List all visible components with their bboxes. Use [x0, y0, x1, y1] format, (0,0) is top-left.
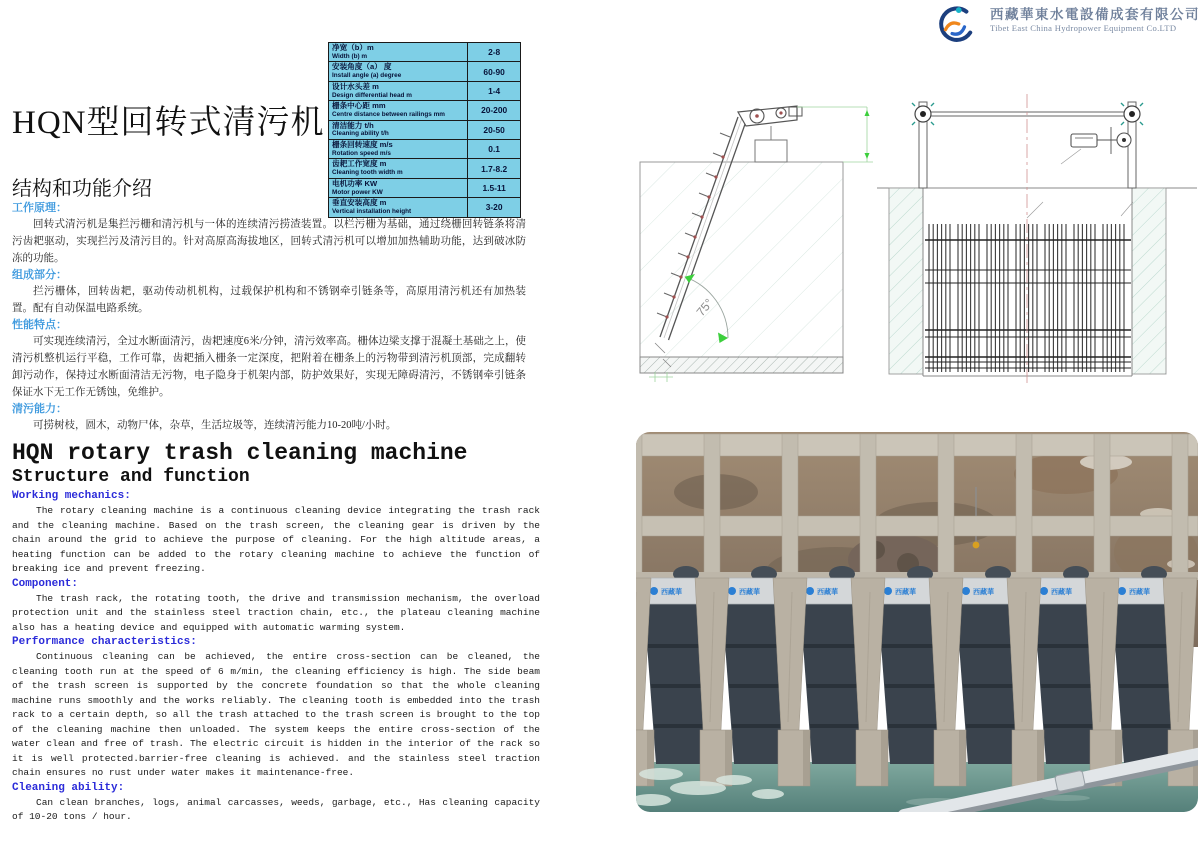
- spec-row: [329, 101, 521, 120]
- spec-value: 0.1: [468, 139, 521, 158]
- crane-hook: [973, 542, 980, 549]
- installation-photo: [636, 432, 1198, 812]
- section-heading-cn: 工作原理：: [12, 202, 67, 214]
- company-header: [933, 3, 1200, 49]
- spec-label-en: Cleaning tooth width m: [332, 169, 403, 177]
- spec-label-en: Centre distance between railings mm: [332, 110, 445, 118]
- spec-row: [329, 139, 521, 158]
- photo-scene: [636, 432, 1198, 812]
- company-name-cn: 西藏華東水電設備成套有限公司: [990, 7, 1200, 22]
- section-heading-en: Cleaning ability:: [12, 781, 125, 794]
- angle-label: 75°: [693, 296, 716, 319]
- spec-label-cn: 设计水头差 m: [332, 81, 379, 91]
- spec-value: 60-90: [468, 62, 521, 81]
- machine-brand-label: 西藏華: [739, 589, 760, 596]
- section-body-cn: 可实现连续清污，全过水断面清污，齿耙速度6米/分钟，清污效率高。栅体边梁支撑于混凝土基础之上，使清污机整机运行平稳，工作可靠，齿耙插入栅条一定深度，把附着在栅条上的污物带到清污机顶部，完成翻转卸污动作，保持过水断面清洁无污物，电子隐身于机架内部，防护效果好，实现无障碍清污，不锈钢牵引链条保证水下无工作无锈蚀，免维护。: [12, 336, 526, 398]
- spec-label-cn: 垂直安装高度 m: [332, 198, 387, 208]
- spec-value: 2-8: [468, 43, 521, 62]
- section-body-cn: 拦污栅体，回转齿耙，驱动传动机机构，过载保护机构和不锈钢牵引链条等，高原用清污机还有加热装置。配有自动保温电路系统。: [12, 286, 526, 314]
- machine-brand-label: 西藏華: [661, 589, 682, 596]
- leader-lines: [1027, 202, 1133, 218]
- concrete-wall: [640, 140, 843, 373]
- section-heading-en: Working mechanics:: [12, 490, 131, 502]
- rack-cross-members: [925, 240, 1131, 368]
- machine-brand-label: 西藏華: [895, 589, 916, 596]
- side-view-drawing: [605, 85, 900, 385]
- section-body-cn: 回转式清污机是集拦污栅和清污机与一体的连续清污捞渣装置。以栏污栅为基础，通过绕栅回转链条将清污齿耙驱动，实现拦污及清污目的。针对高原高海拔地区，回转式清污机可以增加加热辅助功能，达到破冰防冻的功能。: [12, 219, 526, 264]
- front-view-drawing: [875, 88, 1200, 388]
- spec-row: [329, 62, 521, 81]
- spec-label-cn: 清洁能力 t/h: [332, 120, 374, 130]
- frame-and-shaft: [919, 102, 1136, 188]
- spec-row: [329, 159, 521, 178]
- section-body-en: Continuous cleaning can be achieved, the entire cross-section can be cleaned, the cleaning tooth run at the speed of 6 m/min, the cleaning efficiency is high. The side beam of the trash screen is supported by the concrete foundation so that the whole cleaning machine runs smoothly and the works reliably. The cleaning tooth is embedded into the trash rack to a certain depth, so all the trash attached to the trash screen is brought to the top of the cleaning machine then unloaded. The system keeps the entire cross-section of the water clean and free of trash. The electric circuit is hidden in the interior of the rack so it is well protected.barrier-free cleaning is achieved. and the stainless steel traction chain ensures no rust under water makes it maintenance-free.: [12, 651, 540, 778]
- section-body-en: Can clean branches, logs, animal carcasses, weeds, garbage, etc., Has cleaning capacity of 10-20 tons / hour.: [12, 796, 540, 822]
- machine-brand-label: 西藏華: [1129, 589, 1150, 596]
- trash-rack-bars: [929, 224, 1124, 372]
- spec-row: [329, 81, 521, 100]
- spec-label-cn: 齿耙工作宽度 m: [332, 159, 387, 169]
- page-subtitle-en: Structure and function: [12, 467, 250, 487]
- spec-value: 20-50: [468, 120, 521, 139]
- machine-brand-label: 西藏華: [817, 589, 838, 596]
- section-heading-en: Performance characteristics:: [12, 636, 197, 648]
- spec-label-en: Cleaning ability t/h: [332, 130, 389, 138]
- motor: [1061, 127, 1131, 164]
- spec-label-en: Vertical installation height: [332, 207, 412, 215]
- section-heading-cn: 性能特点：: [12, 319, 67, 331]
- page-subtitle-cn: 结构和功能介绍: [12, 178, 152, 200]
- cn-sections: [12, 200, 526, 434]
- section-body-en: The trash rack, the rotating tooth, the drive and transmission mechanism, the overload protection unit and the stainless steel traction chain, etc., the plateau cleaning machine also has a heating device and equipped with automatic warming system.: [12, 592, 540, 633]
- spec-label-en: Rotation speed m/s: [332, 149, 391, 157]
- spec-label-en: Width (b) m: [332, 52, 368, 60]
- spec-table: [328, 42, 521, 218]
- spec-label-en: Motor power KW: [332, 188, 383, 196]
- section-heading-cn: 组成部分：: [12, 269, 67, 281]
- spec-label-en: Design differential head m: [332, 91, 412, 99]
- page-title-en: HQN rotary trash cleaning machine: [12, 440, 468, 466]
- section-heading-en: Component:: [12, 577, 79, 590]
- section-heading-cn: 清污能力：: [12, 403, 67, 415]
- spec-row: [329, 43, 521, 62]
- spec-value: 3-20: [468, 198, 521, 217]
- spec-row: [329, 178, 521, 197]
- spec-value: 1-4: [468, 81, 521, 100]
- section-body-cn: 可捞树枝，圆木，动物尸体，杂草，生活垃圾等，连续清污能力10-20吨/小时。: [33, 420, 397, 431]
- spec-label-cn: 电机功率 KW: [332, 178, 378, 188]
- spec-value: 1.5-11: [468, 178, 521, 197]
- machine-brand-label: 西藏華: [973, 589, 994, 596]
- spec-label-cn: 安装角度（a） 度: [332, 62, 392, 72]
- section-body-en: The rotary cleaning machine is a continuous cleaning device integrating the trash rack and the cleaning machine. Based on the trash screen, the cleaning gear is driven by the chain around the grid to achieve the purpose of cleaning. For the high altitude areas, a heating function can be added to the rotary cleaning machine to achieve the function of breaking ice and prevent freezing.: [12, 505, 540, 574]
- spec-label-cn: 栅条中心距 mm: [332, 101, 386, 111]
- page-title-cn: HQN型回转式清污机: [12, 105, 325, 141]
- spec-label-cn: 栅条回转速度 m/s: [332, 139, 393, 149]
- spec-row: [329, 120, 521, 139]
- spec-label-en: Install angle (a) degree: [332, 72, 402, 80]
- sprockets: [912, 103, 1143, 125]
- spec-value: 20-200: [468, 101, 521, 120]
- en-sections: [12, 440, 540, 825]
- spec-value: 1.7-8.2: [468, 159, 521, 178]
- company-logo-icon: [933, 3, 975, 45]
- company-name-en: Tibet East China Hydropower Equipment Co.LTD: [990, 23, 1177, 33]
- machine-brand-label: 西藏華: [1051, 589, 1072, 596]
- spec-label-cn: 净宽（b）m: [332, 43, 374, 52]
